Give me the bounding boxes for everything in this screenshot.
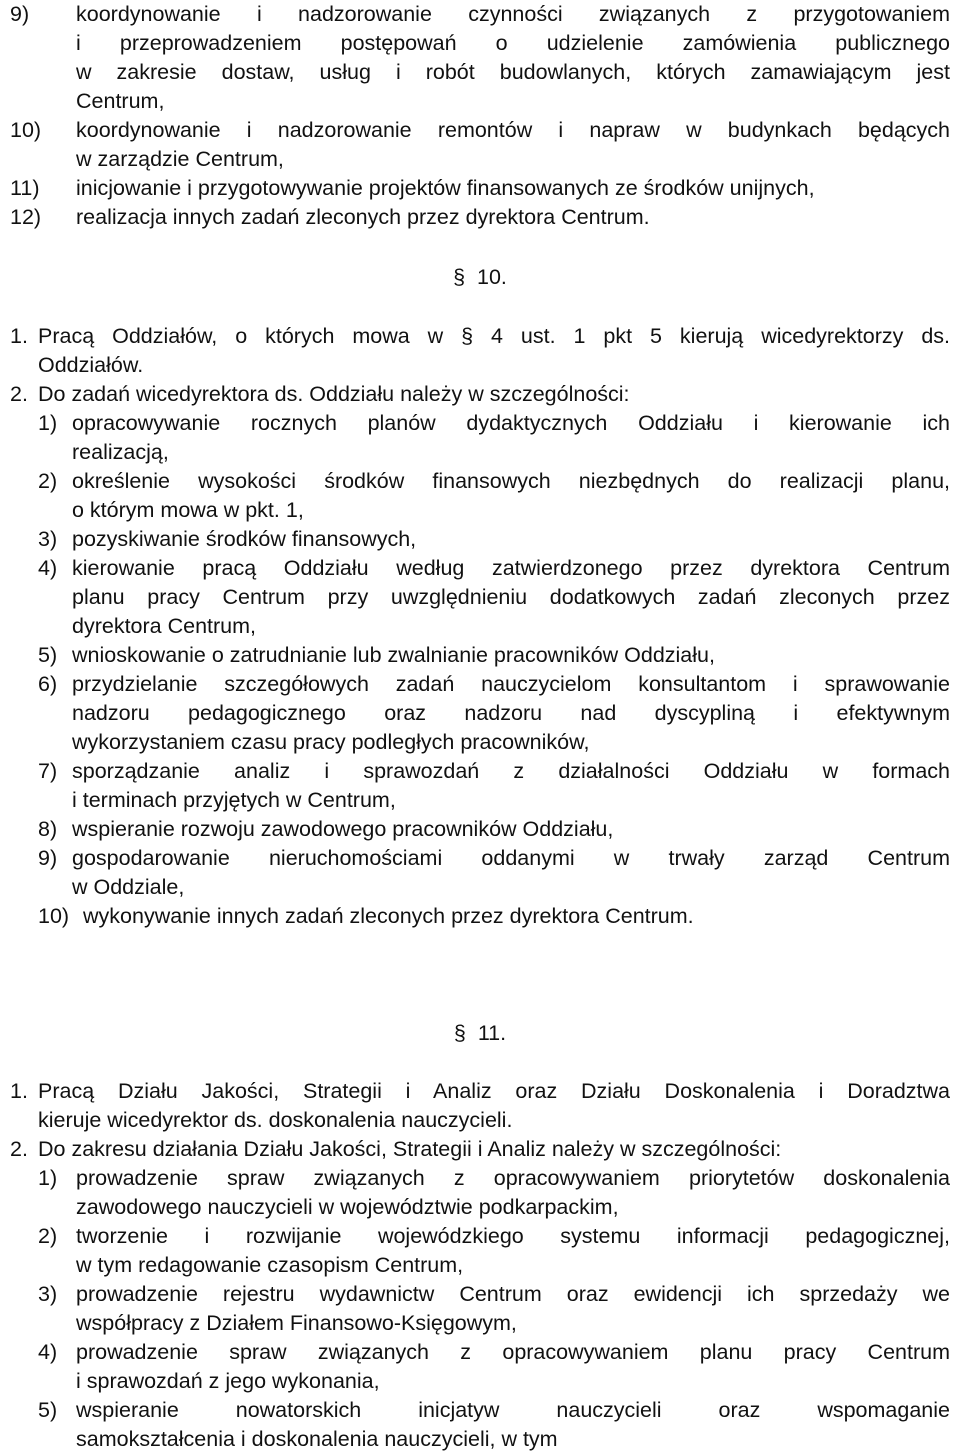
list-text-line: koordynowanie i nadzorowanie remontów i napraw w budynkach będących	[76, 118, 950, 142]
list-text-line: Centrum,	[76, 89, 165, 113]
paragraph-symbol: §	[453, 265, 466, 289]
list-text-line: sporządzanie analiz i sprawozdań z działalności Oddziału w formach	[72, 759, 950, 783]
list-text-line: zawodowego nauczycieli w województwie podkarpackim,	[76, 1195, 619, 1219]
list-number: 10)	[38, 904, 70, 928]
list-text-line: tworzenie i rozwijanie wojewódzkiego systemu informacji pedagogicznej,	[76, 1224, 950, 1248]
list-text-line: o którym mowa w pkt. 1,	[72, 498, 304, 522]
list-text-line: samokształcenia i doskonalenia nauczycieli, w tym	[76, 1427, 558, 1451]
list-text-line: dyrektora Centrum,	[72, 614, 257, 638]
list-number: 3)	[38, 1282, 58, 1306]
list-text-line: w Oddziale,	[72, 875, 185, 899]
list-number: 11)	[10, 176, 40, 200]
paragraph-text-line: Do zadań wicedyrektora ds. Oddziału należy w szczególności:	[38, 382, 630, 406]
list-number: 10)	[10, 118, 42, 142]
list-number: 4)	[38, 556, 58, 580]
list-number: 4)	[38, 1340, 58, 1364]
list-number: 5)	[38, 1398, 58, 1422]
list-number: 9)	[10, 2, 30, 26]
paragraph-symbol: §	[453, 1021, 466, 1045]
list-text-line: współpracy z Działem Finansowo-Księgowym,	[76, 1311, 517, 1335]
section-heading	[0, 1019, 960, 1048]
list-text-line: określenie wysokości środków finansowych niezbędnych do realizacji planu,	[72, 469, 950, 493]
list-number: 5)	[38, 643, 58, 667]
paragraph-number: 2.	[10, 382, 28, 406]
list-text-line: przydzielanie szczegółowych zadań nauczycielom konsultantom i sprawowanie	[72, 672, 950, 696]
list-text-line: nadzoru pedagogicznego oraz nadzoru nad dyscypliną i efektywnym	[72, 701, 950, 725]
paragraph-number: 2.	[10, 1137, 28, 1161]
list-text-line: prowadzenie spraw związanych z opracowywaniem priorytetów doskonalenia	[76, 1166, 950, 1190]
list-text-line: wykonywanie innych zadań zleconych przez dyrektora Centrum.	[83, 904, 694, 928]
list-number: 2)	[38, 1224, 58, 1248]
list-number: 1)	[38, 411, 58, 435]
list-text-line: realizacją,	[72, 440, 169, 464]
list-number: 12)	[10, 205, 42, 229]
section-number: 10.	[477, 265, 507, 289]
list-text-line: inicjowanie i przygotowywanie projektów finansowanych ze środków unijnych,	[76, 176, 815, 200]
list-text-line: w zarządzie Centrum,	[76, 147, 284, 171]
list-text-line: wnioskowanie o zatrudnianie lub zwalnianie pracowników Oddziału,	[72, 643, 715, 667]
list-number: 8)	[38, 817, 58, 841]
list-text-line: i terminach przyjętych w Centrum,	[72, 788, 396, 812]
paragraph-text-line: Pracą Działu Jakości, Strategii i Analiz oraz Działu Doskonalenia i Doradztwa	[38, 1079, 950, 1103]
list-text-line: prowadzenie spraw związanych z opracowywaniem planu pracy Centrum	[76, 1340, 950, 1364]
section-heading	[0, 263, 960, 292]
paragraph-text-line: Pracą Oddziałów, o których mowa w § 4 ust. 1 pkt 5 kierują wicedyrektorzy ds.	[38, 324, 950, 348]
list-number: 9)	[38, 846, 58, 870]
list-text-line: wspieranie rozwoju zawodowego pracowników Oddziału,	[72, 817, 614, 841]
list-number: 7)	[38, 759, 58, 783]
list-text-line: wykorzystaniem czasu pracy podległych pracowników,	[72, 730, 590, 754]
list-text-line: gospodarowanie nieruchomościami oddanymi w trwały zarząd Centrum	[72, 846, 950, 870]
list-number: 6)	[38, 672, 58, 696]
list-text-line: koordynowanie i nadzorowanie czynności związanych z przygotowaniem	[76, 2, 950, 26]
list-number: 1)	[38, 1166, 58, 1190]
paragraph-number: 1.	[10, 324, 28, 348]
list-text-line: opracowywanie rocznych planów dydaktycznych Oddziału i kierowanie ich	[72, 411, 950, 435]
paragraph-text-line: kieruje wicedyrektor ds. doskonalenia nauczycieli.	[38, 1108, 513, 1132]
list-text-line: w tym redagowanie czasopism Centrum,	[76, 1253, 464, 1277]
list-number: 3)	[38, 527, 58, 551]
list-number: 2)	[38, 469, 58, 493]
paragraph-number: 1.	[10, 1079, 28, 1103]
section-number: 11.	[477, 1021, 507, 1045]
list-text-line: i przeprowadzeniem postępowań o udzielenie zamówienia publicznego	[76, 31, 950, 55]
list-text-line: kierowanie pracą Oddziału według zatwierdzonego przez dyrektora Centrum	[72, 556, 950, 580]
list-text-line: realizacja innych zadań zleconych przez dyrektora Centrum.	[76, 205, 650, 229]
list-text-line: planu pracy Centrum przy uwzględnieniu dodatkowych zadań zleconych przez	[72, 585, 950, 609]
list-text-line: prowadzenie rejestru wydawnictw Centrum oraz ewidencji ich sprzedaży we	[76, 1282, 950, 1306]
list-text-line: w zakresie dostaw, usług i robót budowlanych, których zamawiającym jest	[76, 60, 950, 84]
paragraph-text-line: Do zakresu działania Działu Jakości, Strategii i Analiz należy w szczególności:	[38, 1137, 782, 1161]
list-text-line: pozyskiwanie środków finansowych,	[72, 527, 417, 551]
list-text-line: wspieranie nowatorskich inicjatyw nauczycieli oraz wspomaganie	[76, 1398, 950, 1422]
list-text-line: i sprawozdań z jego wykonania,	[76, 1369, 380, 1393]
paragraph-text-line: Oddziałów.	[38, 353, 144, 377]
